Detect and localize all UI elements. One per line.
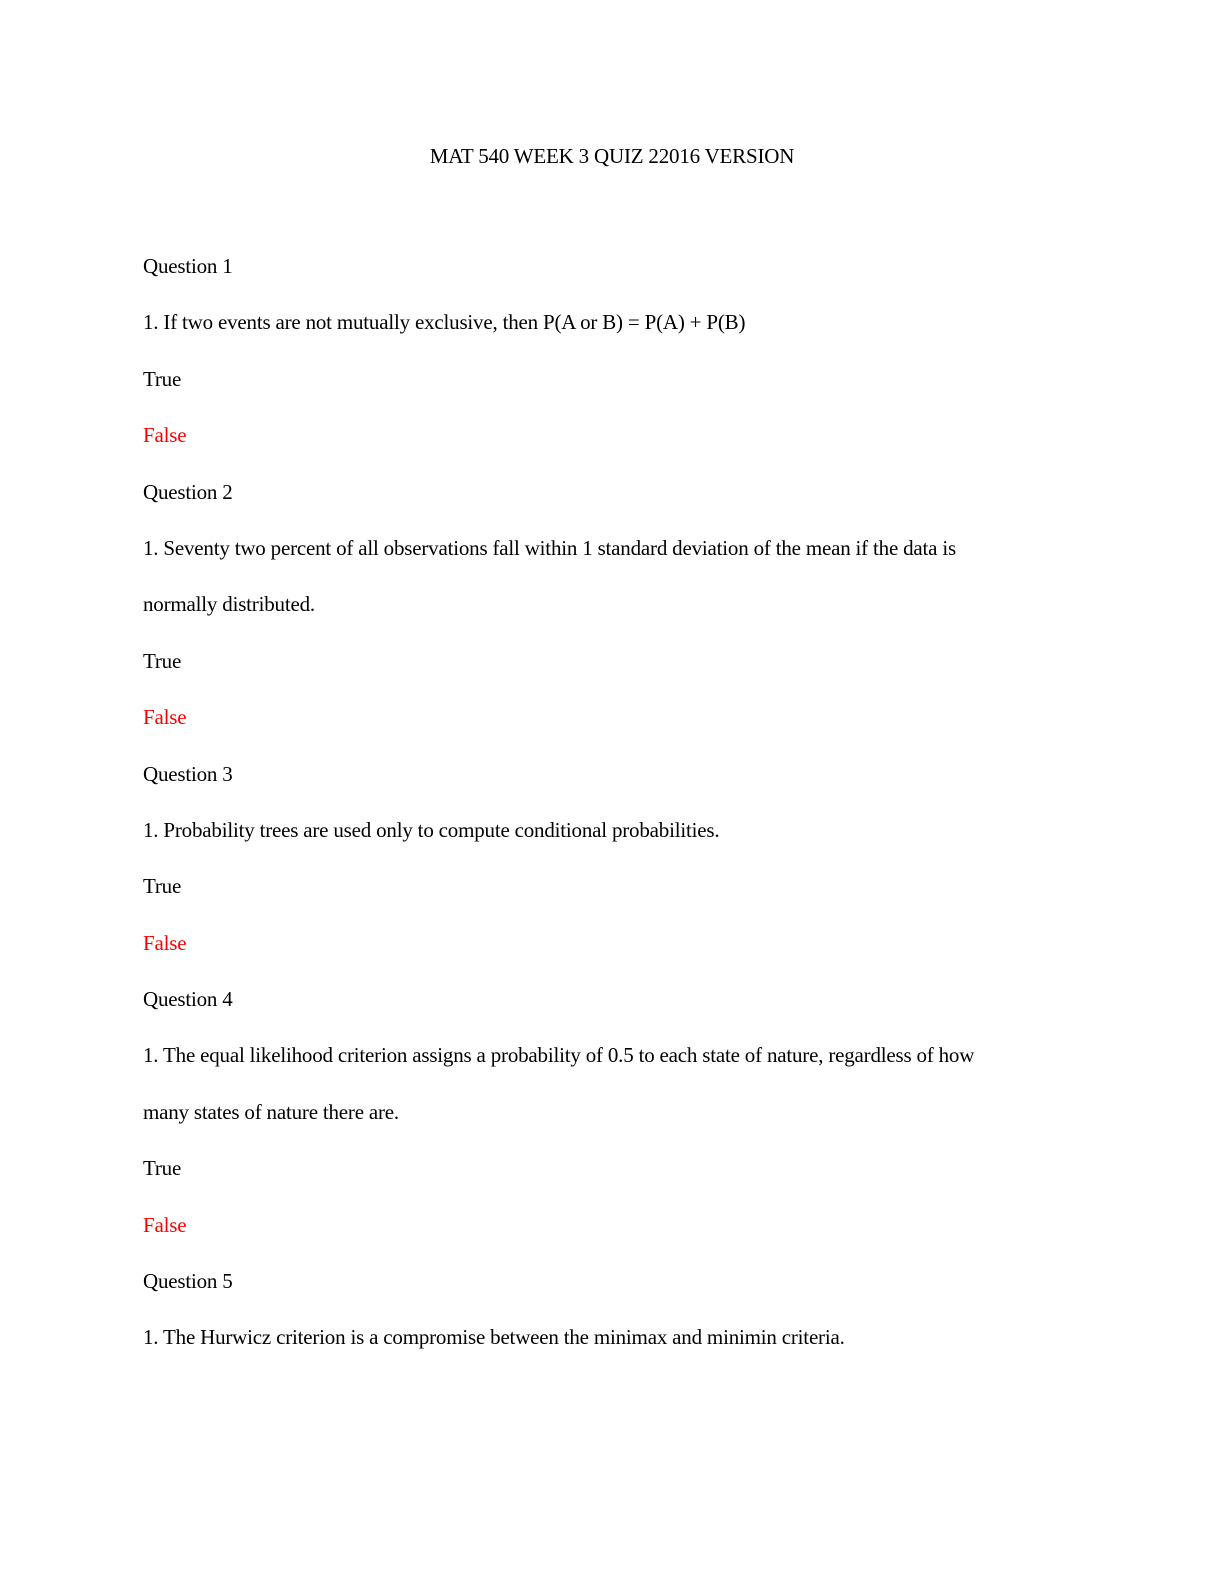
option-true: True	[143, 648, 182, 673]
option-true: True	[143, 874, 182, 899]
question-text: 1. The equal likelihood criterion assigns a probability of 0.5 to each state of nature, regardless of how	[143, 1043, 975, 1068]
question-block	[143, 252, 1093, 478]
option-true: True	[143, 1156, 182, 1181]
question-block	[143, 478, 1093, 760]
question-heading: Question 1	[143, 254, 233, 278]
question-heading: Question 4	[143, 987, 233, 1012]
option-false-highlighted: False	[143, 705, 187, 730]
question-text: 1. The Hurwicz criterion is a compromise between the minimax and minimin criteria.	[143, 1325, 845, 1350]
question-text: 1. If two events are not mutually exclusive, then P(A or B) = P(A) + P(B)	[143, 310, 746, 335]
question-text-continued: normally distributed.	[143, 592, 315, 617]
question-text-continued: many states of nature there are.	[143, 1099, 399, 1124]
question-text: 1. Seventy two percent of all observations fall within 1 standard deviation of the mean if the data is	[143, 535, 956, 560]
question-heading: Question 5	[143, 1269, 233, 1294]
question-text: 1. Probability trees are used only to compute conditional probabilities.	[143, 817, 720, 842]
option-false-highlighted: False	[143, 423, 187, 448]
option-false-highlighted: False	[143, 1212, 187, 1237]
document-title: MAT 540 WEEK 3 QUIZ 22016 VERSION	[429, 144, 795, 168]
option-false-highlighted: False	[143, 930, 187, 955]
question-heading: Question 3	[143, 761, 233, 786]
option-true: True	[143, 366, 182, 391]
quiz-content	[143, 252, 1093, 1380]
question-block	[143, 760, 1093, 986]
question-heading: Question 2	[143, 479, 233, 504]
question-block	[143, 1267, 1093, 1380]
question-block	[143, 985, 1093, 1267]
